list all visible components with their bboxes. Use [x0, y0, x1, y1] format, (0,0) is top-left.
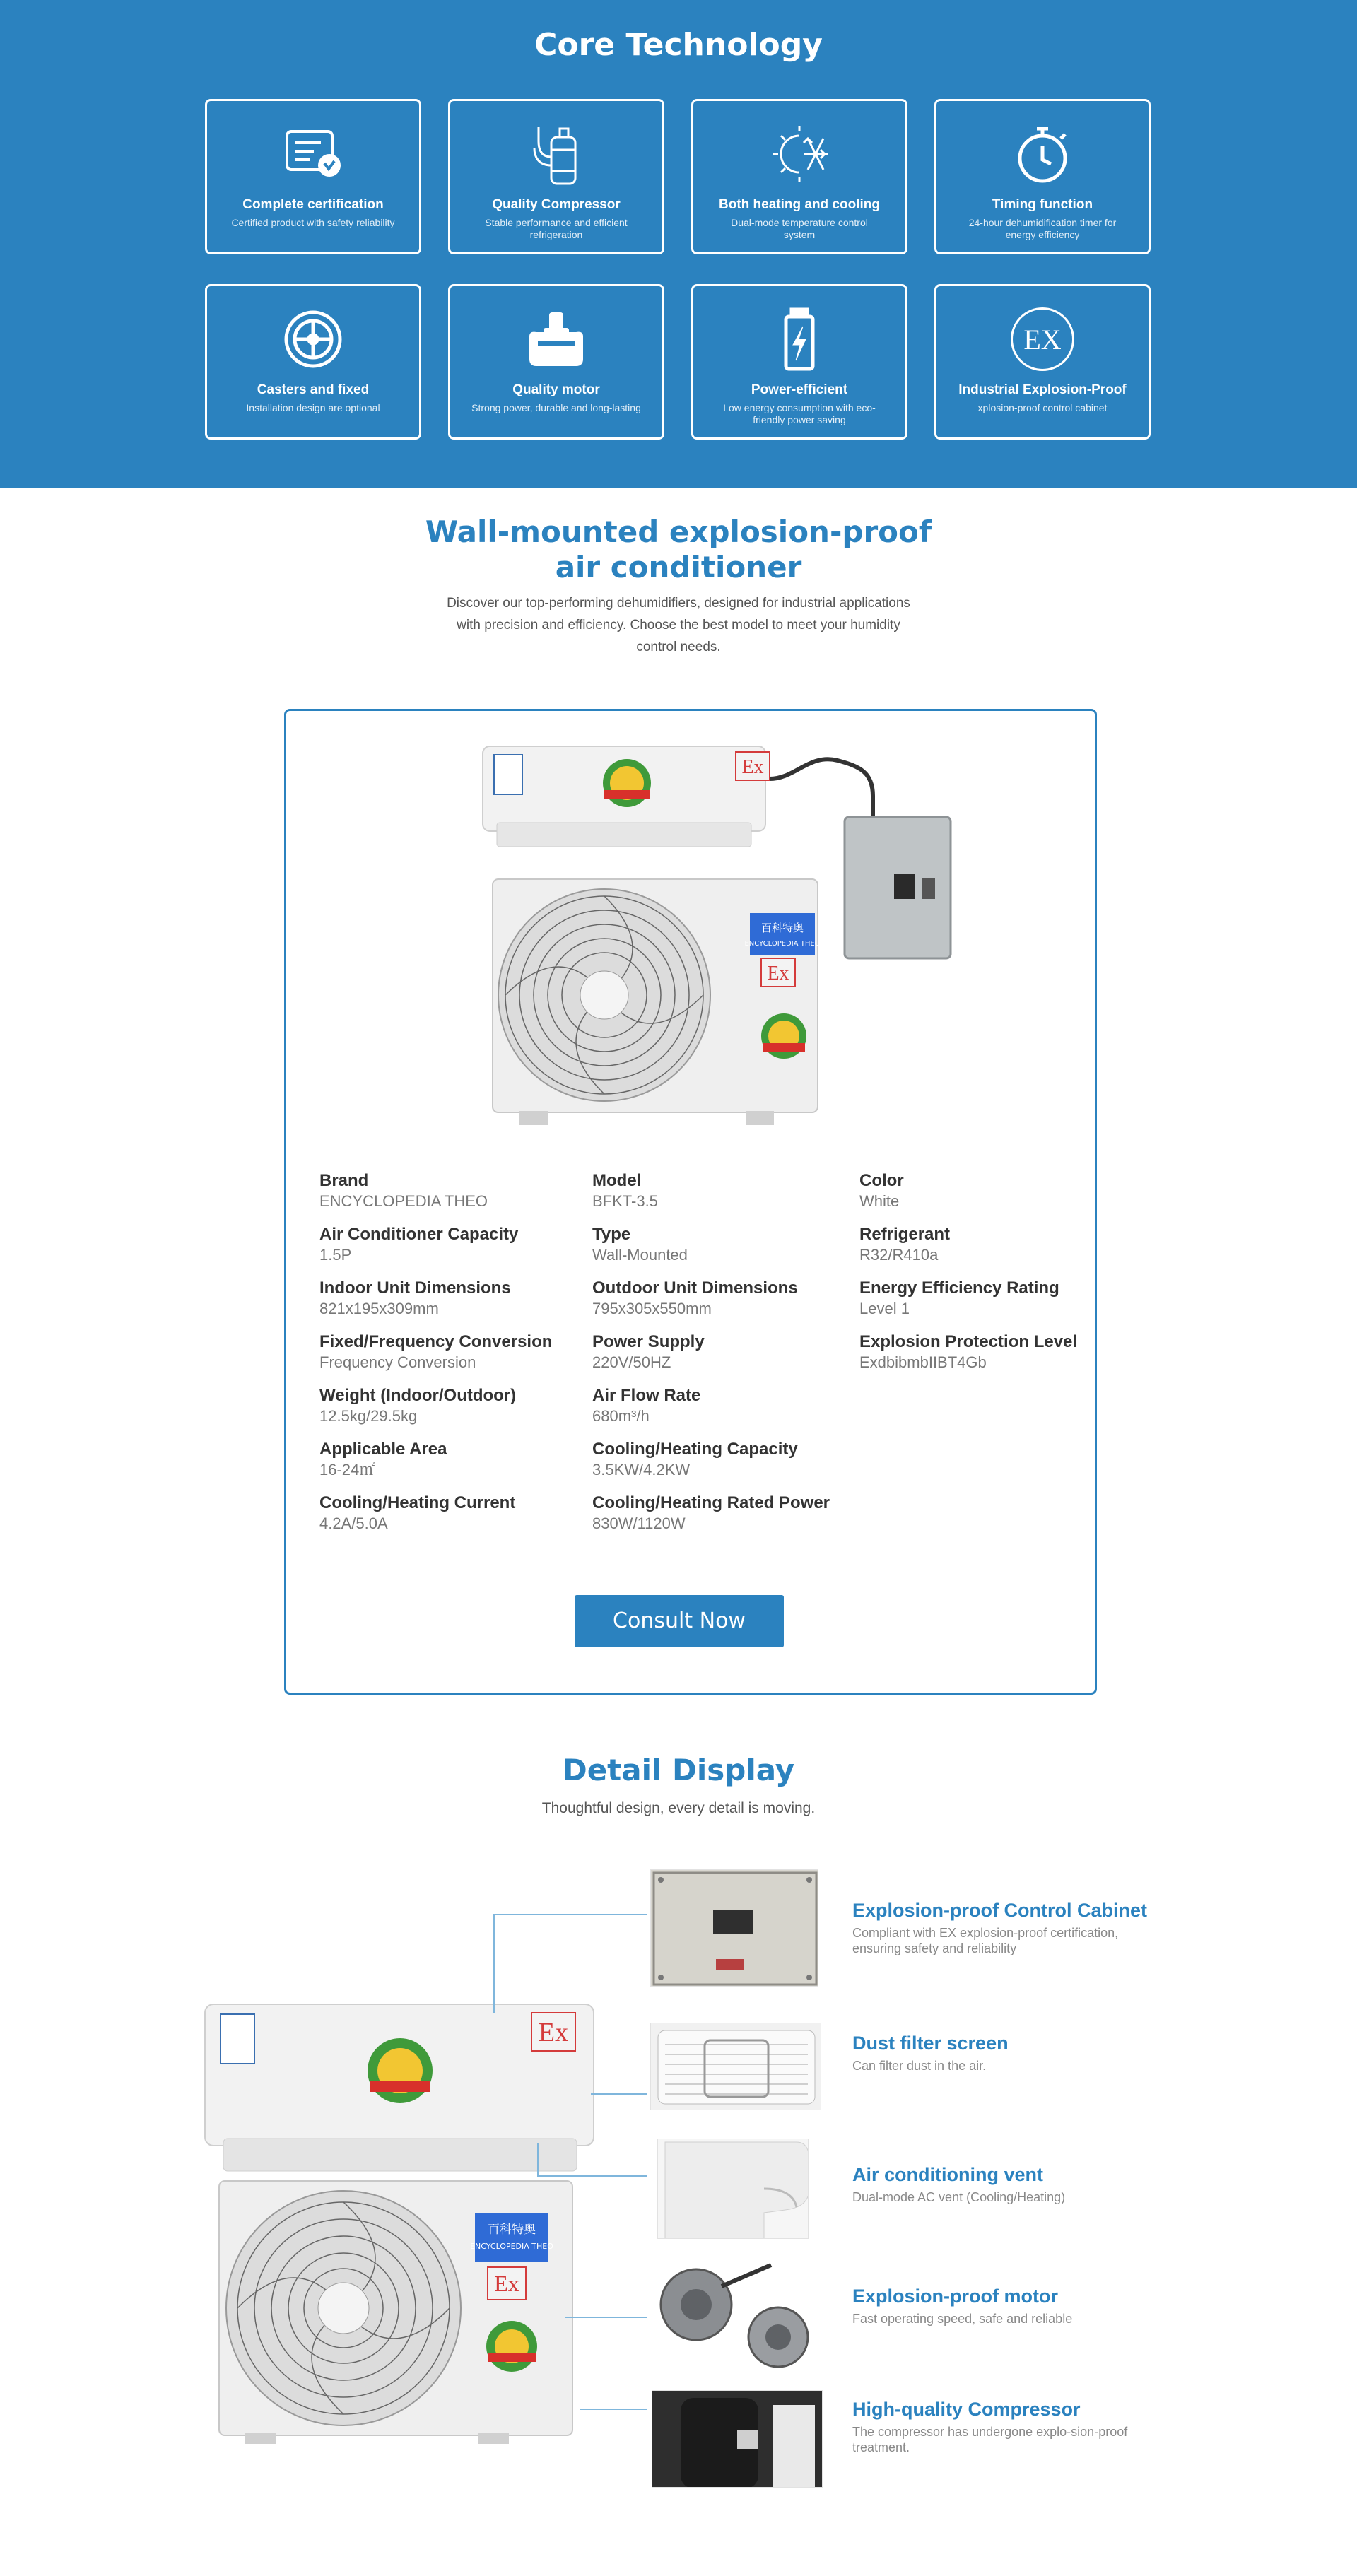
connector-line — [537, 2143, 539, 2177]
tech-card-desc: Low energy consumption with eco-friendly power saving — [723, 402, 876, 425]
spec-label: Weight (Indoor/Outdoor) — [319, 1386, 517, 1405]
tech-card-title: Complete certification — [242, 197, 384, 212]
spec-item — [592, 1170, 854, 1224]
connector-line — [565, 2317, 647, 2318]
ac-vent-thumbnail — [657, 2139, 809, 2239]
detail-indoor-ex-badge: Ex — [538, 2018, 569, 2047]
detail-product-image — [202, 2000, 598, 2445]
spec-item — [592, 1331, 854, 1385]
tech-card-title: Quality Compressor — [492, 197, 621, 212]
product-description: Discover our top-performing dehumidifiers, designed for industrial applications with precision and efficiency. Choose the best model to meet your humidity control needs. — [447, 596, 910, 654]
spec-label: Air Conditioner Capacity — [319, 1225, 519, 1244]
tech-card-desc: Strong power, durable and long-lasting — [471, 402, 641, 413]
product-title-line1: Wall-mounted explosion-proof — [425, 514, 932, 549]
spec-label: Energy Efficiency Rating — [859, 1278, 1059, 1298]
tech-card-title: Quality motor — [512, 382, 600, 397]
spec-label: Air Flow Rate — [592, 1386, 701, 1405]
product-card — [284, 709, 1097, 1695]
tech-card-title: Casters and fixed — [257, 382, 370, 397]
connector-line — [493, 1914, 495, 2013]
spec-label: Outdoor Unit Dimensions — [592, 1278, 798, 1298]
detail-display-title: Detail Display — [562, 1753, 795, 1787]
detail-item-desc: Dual-mode AC vent (Cooling/Heating) — [852, 2190, 1066, 2204]
detail-item-title: Explosion-proof motor — [852, 2286, 1058, 2307]
spec-column-3 — [859, 1170, 1093, 1385]
spec-label: Refrigerant — [859, 1225, 951, 1244]
spec-value: R32/R410a — [859, 1246, 939, 1264]
detail-brand-plate-en: ENCYCLOPEDIA THEO — [470, 2242, 553, 2251]
spec-value: Level 1 — [859, 1300, 910, 1317]
spec-item — [319, 1493, 588, 1546]
detail-display-subtitle: Thoughtful design, every detail is moving. — [541, 1800, 816, 1816]
connector-line — [537, 2175, 647, 2177]
spec-item — [319, 1439, 588, 1493]
connector-line — [493, 1914, 647, 1915]
spec-value: 12.5kg/29.5kg — [319, 1407, 418, 1425]
tech-card-title: Timing function — [992, 197, 1093, 212]
spec-item — [859, 1170, 1093, 1224]
spec-item — [319, 1385, 588, 1439]
spec-column-2 — [592, 1170, 854, 1546]
spec-value: Frequency Conversion — [319, 1353, 476, 1371]
spec-label: Applicable Area — [319, 1440, 447, 1459]
spec-value: 680m³/h — [592, 1407, 650, 1425]
motor-thumbnail — [650, 2257, 821, 2370]
brand-plate-en: ENCYCLOPEDIA THEO — [744, 940, 821, 948]
spec-item — [592, 1385, 854, 1439]
spec-label: Cooling/Heating Current — [319, 1493, 516, 1512]
tech-card-desc: xplosion-proof control cabinet — [977, 402, 1108, 413]
tech-card-desc: Stable performance and efficient refrigeration — [485, 217, 628, 240]
spec-label: Explosion Protection Level — [859, 1332, 1078, 1351]
spec-item — [592, 1224, 854, 1278]
indoor-ex-badge: Ex — [741, 756, 764, 778]
detail-outdoor-ex-badge: Ex — [494, 2271, 519, 2296]
detail-item-title: High-quality Compressor — [852, 2399, 1081, 2420]
spec-value: 1.5P — [319, 1246, 352, 1264]
spec-value: 830W/1120W — [592, 1515, 686, 1532]
detail-item-title: Air conditioning vent — [852, 2164, 1043, 2185]
spec-label: Color — [859, 1171, 904, 1190]
spec-label: Brand — [319, 1171, 369, 1190]
product-title-line2: air conditioner — [555, 550, 802, 584]
spec-value: ExdbibmbIIBT4Gb — [859, 1353, 987, 1371]
spec-item — [319, 1224, 588, 1278]
detail-item-desc: Fast operating speed, safe and reliable — [852, 2312, 1073, 2326]
spec-item — [859, 1224, 1093, 1278]
spec-column-1 — [319, 1170, 588, 1546]
tech-card-desc: Certified product with safety reliability — [231, 217, 395, 228]
ex-mark-text: EX — [1011, 307, 1074, 371]
tech-card-title: Both heating and cooling — [719, 197, 880, 212]
consult-now-button[interactable]: Consult Now — [575, 1595, 784, 1647]
spec-value: 3.5KW/4.2KW — [592, 1461, 691, 1478]
control-cabinet-thumbnail — [650, 1869, 818, 1987]
detail-item-title: Dust filter screen — [852, 2033, 1009, 2054]
spec-item — [319, 1331, 588, 1385]
outdoor-ex-badge: Ex — [767, 963, 789, 984]
core-technology-title: Core Technology — [534, 27, 823, 63]
detail-item-desc: The compressor has undergone explo-sion-proof treatment. — [852, 2425, 1128, 2454]
tech-card-title: Industrial Explosion-Proof — [958, 382, 1127, 397]
spec-label: Cooling/Heating Capacity — [592, 1440, 798, 1459]
spec-label: Model — [592, 1171, 642, 1190]
product-image — [477, 739, 972, 1135]
spec-label: Indoor Unit Dimensions — [319, 1278, 511, 1298]
tech-card-title: Power-efficient — [751, 382, 848, 397]
spec-value: 16-24㎡ — [319, 1461, 375, 1478]
spec-value: BFKT-3.5 — [592, 1192, 658, 1210]
spec-value: 4.2A/5.0A — [319, 1515, 388, 1532]
spec-value: 795x305x550mm — [592, 1300, 712, 1317]
spec-item — [859, 1278, 1093, 1331]
brand-plate-cn: 百科特奥 — [760, 922, 804, 934]
detail-item-title: Explosion-proof Control Cabinet — [852, 1900, 1147, 1921]
spec-value: Wall-Mounted — [592, 1246, 688, 1264]
spec-label: Type — [592, 1225, 631, 1244]
compressor-thumbnail — [652, 2390, 823, 2488]
dust-filter-thumbnail — [650, 2023, 821, 2110]
detail-brand-plate-cn: 百科特奥 — [488, 2223, 536, 2237]
spec-item — [592, 1493, 854, 1546]
spec-item — [592, 1439, 854, 1493]
tech-card-desc: Installation design are optional — [246, 402, 380, 413]
spec-label: Cooling/Heating Rated Power — [592, 1493, 830, 1512]
spec-item — [859, 1331, 1093, 1385]
tech-card-desc: Dual-mode temperature control system — [731, 217, 868, 240]
connector-line — [591, 2093, 647, 2095]
spec-value: ENCYCLOPEDIA THEO — [319, 1192, 488, 1210]
spec-value: White — [859, 1192, 900, 1210]
spec-item — [319, 1278, 588, 1331]
spec-value: 220V/50HZ — [592, 1353, 671, 1371]
detail-item-desc: Compliant with EX explosion-proof certification, ensuring safety and reliability — [852, 1926, 1119, 1955]
spec-item — [592, 1278, 854, 1331]
spec-label: Fixed/Frequency Conversion — [319, 1332, 553, 1351]
spec-label: Power Supply — [592, 1332, 705, 1351]
detail-item-desc: Can filter dust in the air. — [852, 2059, 987, 2073]
spec-value: 821x195x309mm — [319, 1300, 439, 1317]
tech-card-desc: 24-hour dehumidification timer for energy efficiency — [968, 217, 1117, 240]
connector-line — [580, 2409, 647, 2410]
spec-item — [319, 1170, 588, 1224]
